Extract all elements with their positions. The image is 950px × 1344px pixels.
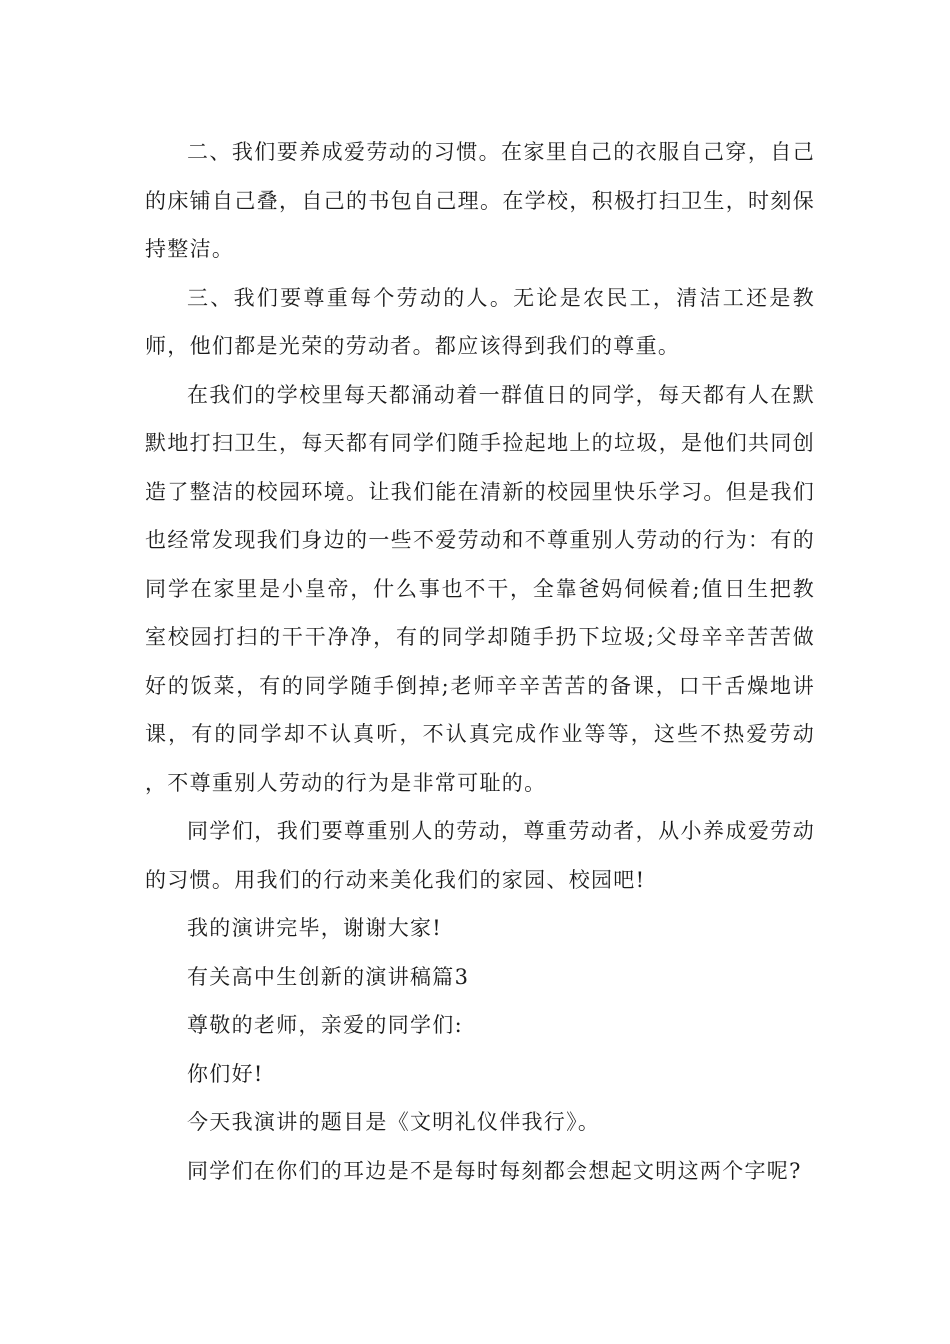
paragraph-appeal: 同学们，我们要尊重别人的劳动，尊重劳动者，从小养成爱劳动的习惯。用我们的行动来美化我们的家园、校园吧! — [145, 819, 815, 892]
paragraph-greeting: 你们好! — [187, 1061, 264, 1086]
paragraph-question: 同学们在你们的耳边是不是每时每刻都会想起文明这两个字呢? — [187, 1158, 802, 1183]
section-heading: 有关高中生创新的演讲稿篇3 — [187, 964, 470, 989]
paragraph-habit: 二、我们要养成爱劳动的习惯。在家里自己的衣服自己穿，自己的床铺自己叠，自己的书包自己理。在学校，积极打扫卫生，时刻保持整洁。 — [145, 140, 815, 261]
paragraph-school: 在我们的学校里每天都涌动着一群值日的同学，每天都有人在默默地打扫卫生，每天都有同学们随手捡起地上的垃圾，是他们共同创造了整洁的校园环境。让我们能在清新的校园里快乐学习。但是我们也经常发现我们身边的一些不爱劳动和不尊重别人劳动的行为：有的同学在家里是小皇帝，什么事也不干，全靠爸妈伺候着;值日生把教室校园打扫的干干净净，有的同学却随手扔下垃圾;父母辛辛苦苦做好的饭菜，有的同学随手倒掉;老师辛辛苦苦的备课，口干舌燥地讲课，有的同学却不认真听，不认真完成作业等等，这些不热爱劳动 ，不尊重别人劳动的行为是非常可耻的。 — [145, 382, 815, 795]
paragraph-salutation: 尊敬的老师，亲爱的同学们: — [187, 1013, 463, 1037]
paragraph-respect: 三、我们要尊重每个劳动的人。无论是农民工，清洁工还是教师，他们都是光荣的劳动者。都应该得到我们的尊重。 — [145, 285, 815, 358]
paragraph-topic: 今天我演讲的题目是《文明礼仪伴我行》。 — [187, 1110, 601, 1134]
paragraph-closing: 我的演讲完毕，谢谢大家! — [187, 916, 443, 940]
document-body — [145, 128, 815, 1195]
